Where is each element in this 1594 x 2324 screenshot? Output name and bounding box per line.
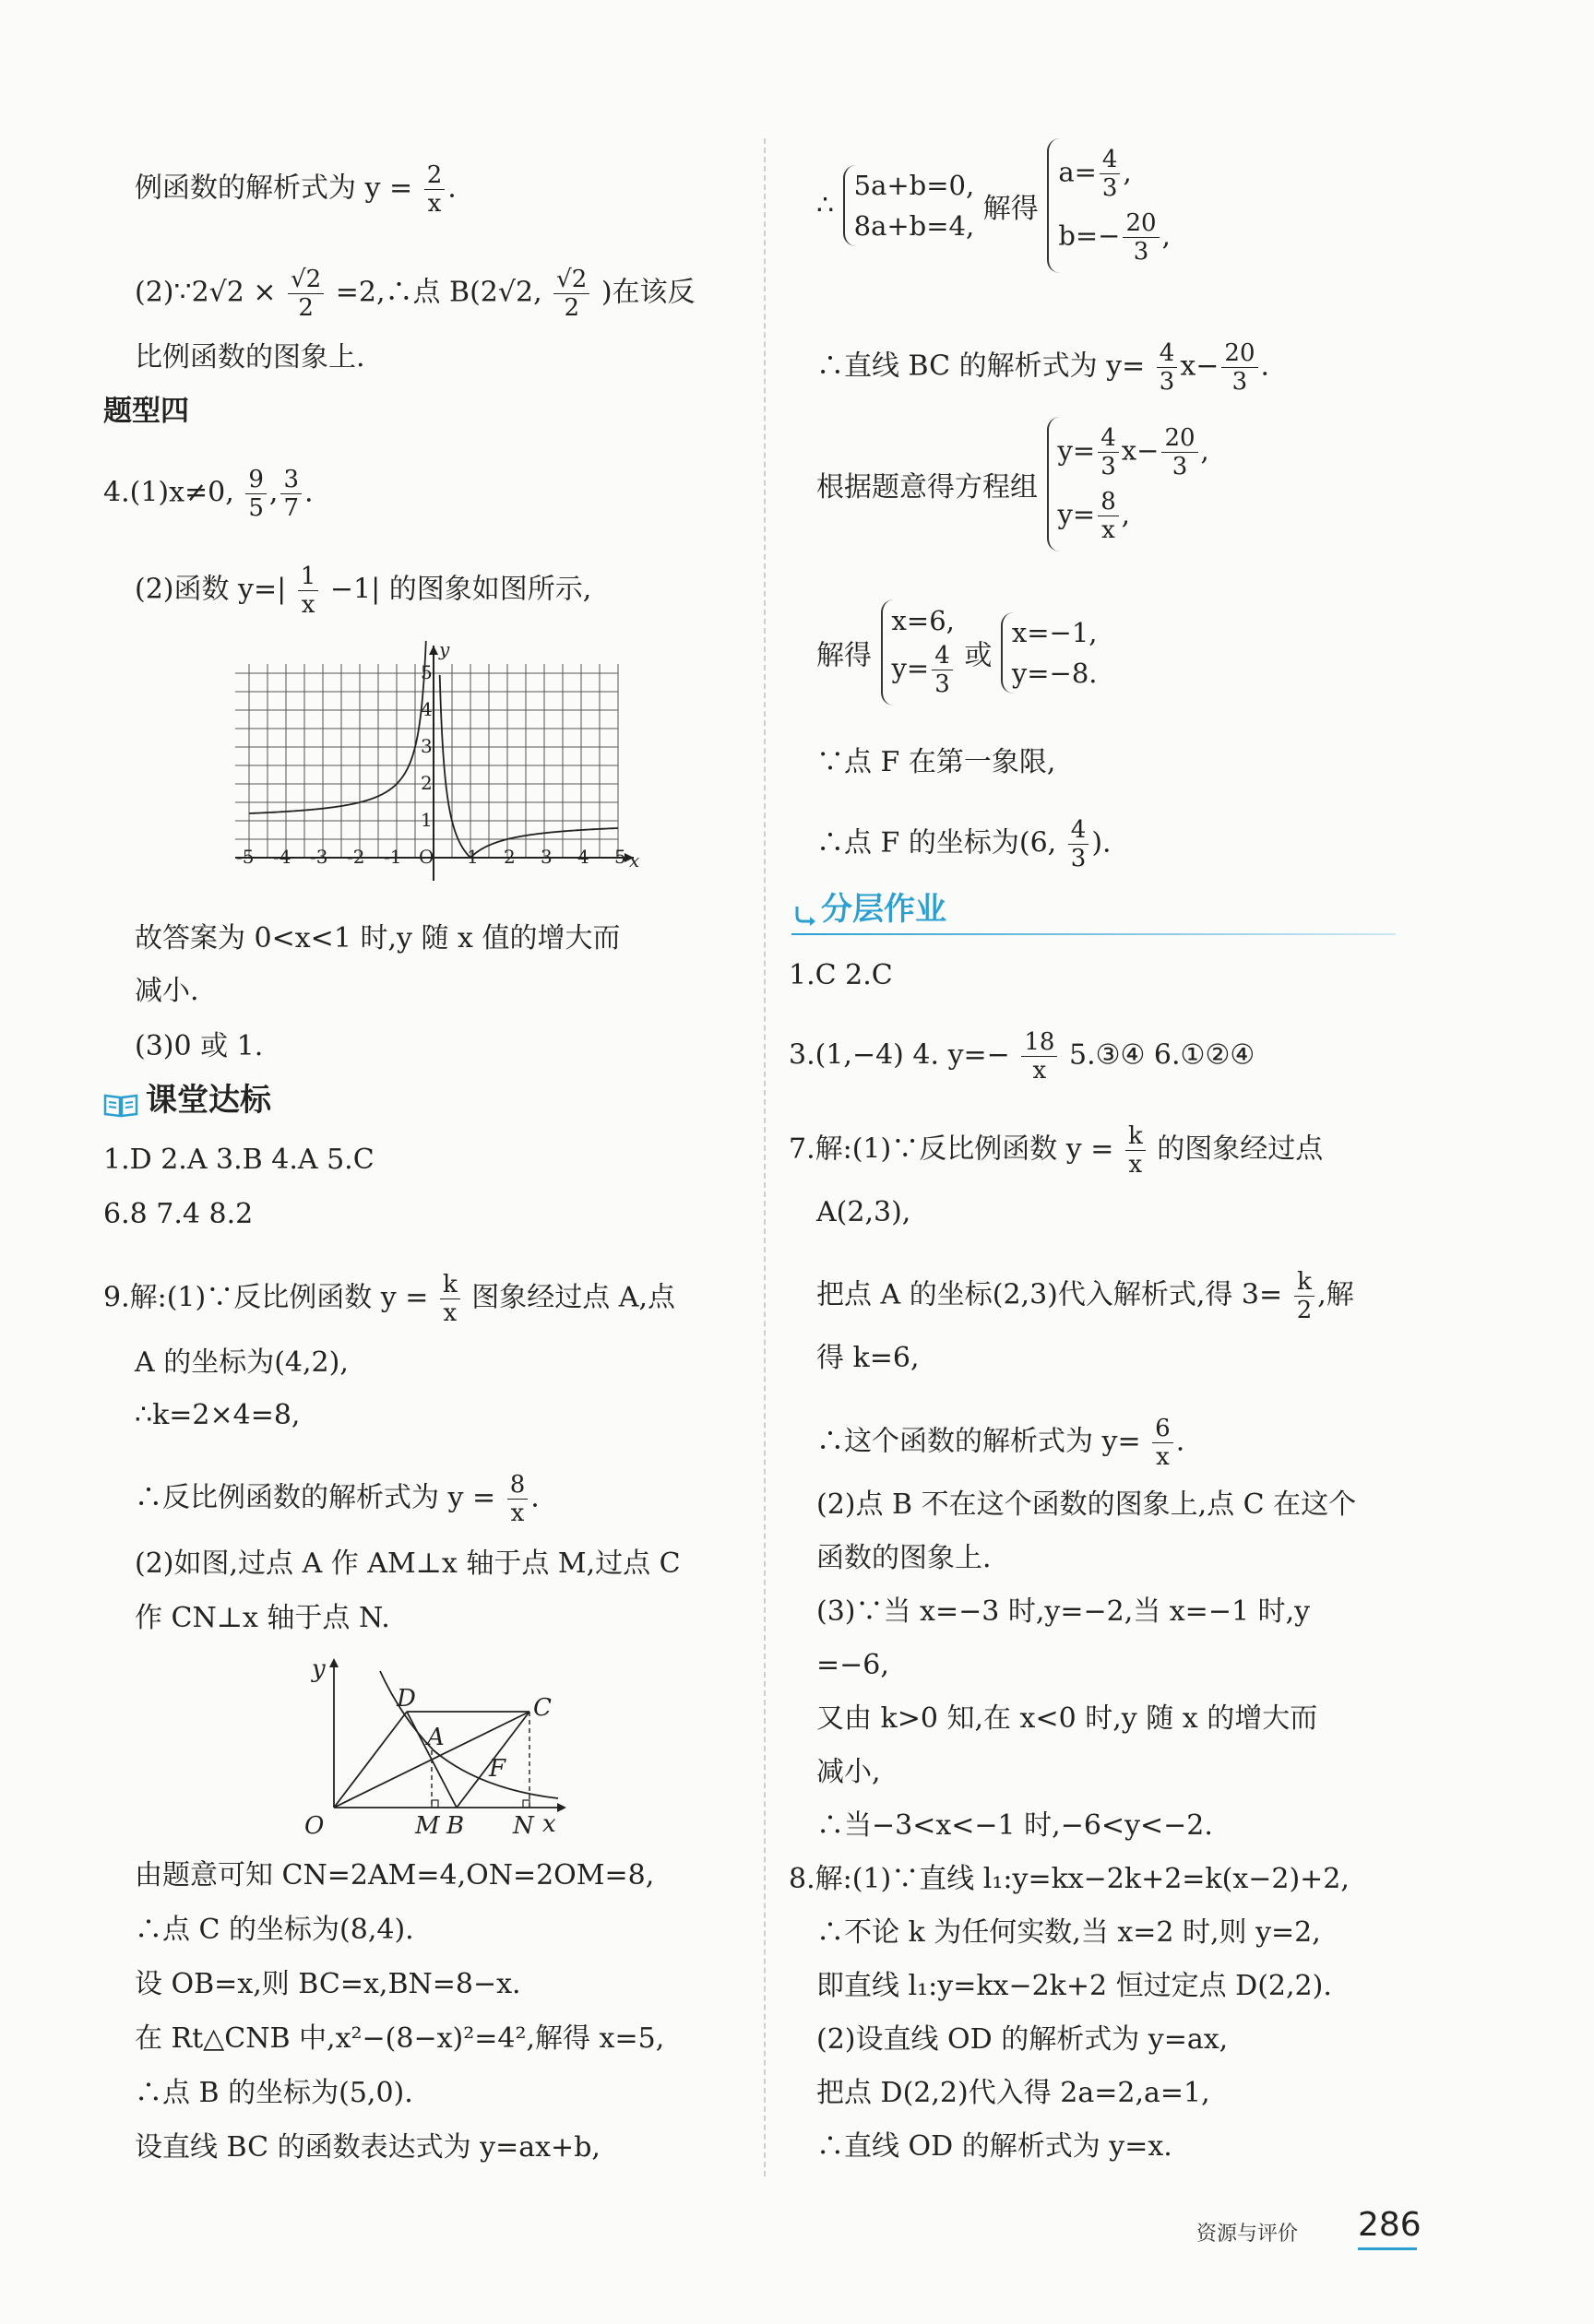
text-line bbox=[816, 1268, 1354, 1324]
fraction bbox=[1123, 209, 1159, 266]
fraction bbox=[1098, 424, 1119, 480]
numerator: 4 bbox=[932, 642, 953, 670]
text-line bbox=[789, 1122, 1323, 1179]
label-F: F bbox=[489, 1755, 506, 1783]
right-angle-M bbox=[432, 1800, 438, 1808]
x-tick-label: -2 bbox=[347, 846, 365, 868]
text-line bbox=[135, 266, 696, 322]
x-tick-label: 5 bbox=[614, 846, 626, 868]
text-line: 设 OB=x,则 BC=x,BN=8−x. bbox=[135, 1968, 521, 2000]
book-icon bbox=[103, 1089, 138, 1115]
fraction bbox=[1068, 816, 1089, 872]
fraction bbox=[507, 1471, 529, 1527]
text-line: ∴点 B 的坐标为(5,0). bbox=[135, 2077, 413, 2109]
denominator: x bbox=[510, 1500, 525, 1527]
numerator: 9 bbox=[245, 466, 267, 494]
x-tick-label: 1 bbox=[467, 846, 479, 868]
denominator: 3 bbox=[1101, 174, 1118, 202]
text: ,解 bbox=[1317, 1278, 1354, 1311]
text-line: ∴这个函数的解析式为 y= $\frac{6}{x}$ . bbox=[816, 1415, 1185, 1471]
numerator: 4 bbox=[1068, 816, 1089, 845]
section-title: 课堂达标 bbox=[146, 1082, 271, 1119]
fraction bbox=[1125, 1122, 1146, 1179]
answers-row: 6.8 7.4 8.2 bbox=[103, 1198, 254, 1230]
section-heading: 题型四 bbox=[103, 395, 189, 428]
page-number-underline bbox=[1358, 2247, 1417, 2250]
y-axis-label: y bbox=[439, 641, 450, 660]
text: =2,∴点 B(2√2, bbox=[335, 276, 542, 309]
x-tick-label: 2 bbox=[504, 846, 516, 868]
line-OD bbox=[334, 1712, 407, 1808]
text-line: ∴点 C 的坐标为(8,4). bbox=[135, 1914, 414, 1946]
text-line: 得 k=6, bbox=[816, 1342, 920, 1374]
label-y: y bbox=[312, 1655, 326, 1683]
section-heading-layer bbox=[791, 891, 946, 928]
text: (2)函数 y=| bbox=[135, 573, 287, 606]
denominator: x bbox=[1101, 516, 1115, 544]
answers-row bbox=[789, 1028, 1255, 1085]
answers-row: 1.D 2.A 3.B 4.A 5.C bbox=[103, 1144, 375, 1176]
numerator: √2 bbox=[288, 266, 324, 294]
numerator: k bbox=[440, 1271, 460, 1299]
label-M: M bbox=[415, 1812, 440, 1840]
text: 例函数的解析式为 y = bbox=[135, 172, 413, 205]
page-number: 286 bbox=[1358, 2206, 1422, 2244]
text-line: 4.(1)x≠0, $\frac{9}{5}$ , $\frac{3}{7}$ . bbox=[103, 466, 314, 522]
numerator: 1 bbox=[298, 563, 319, 591]
denominator: x bbox=[1156, 1443, 1170, 1471]
fraction bbox=[1221, 339, 1257, 396]
solution-brace bbox=[881, 599, 956, 706]
text: 把点 A 的坐标(2,3)代入解析式,得 3= bbox=[816, 1278, 1283, 1311]
text-line: 函数的图象上. bbox=[816, 1542, 992, 1574]
fraction bbox=[1021, 1028, 1057, 1085]
denominator: 2 bbox=[298, 294, 314, 322]
text: a= bbox=[1058, 156, 1097, 188]
equation-system-1 bbox=[816, 138, 1171, 273]
numerator: 8 bbox=[1098, 488, 1119, 516]
text-line: ∴不论 k 为任何实数,当 x=2 时,则 y=2, bbox=[816, 1916, 1321, 1949]
numerator: 20 bbox=[1123, 209, 1159, 238]
y-tick-label: 2 bbox=[421, 772, 433, 794]
fraction bbox=[1157, 339, 1178, 396]
text: 9.解:(1)∵反比例函数 y = bbox=[103, 1281, 429, 1314]
curve-right-branch bbox=[440, 675, 618, 858]
solution: x=−1, bbox=[1011, 616, 1098, 648]
solution-b: b=− $\frac{20}{3}$ , bbox=[1058, 209, 1171, 266]
x-arrow bbox=[557, 1803, 566, 1812]
numerator: 20 bbox=[1161, 424, 1197, 453]
fraction bbox=[424, 161, 446, 218]
numerator: 4 bbox=[1100, 146, 1121, 174]
fraction bbox=[1152, 1415, 1173, 1471]
text-line: ∴反比例函数的解析式为 y = $\frac{8}{x}$ . bbox=[135, 1471, 540, 1527]
text-line: ∴直线 OD 的解析式为 y=x. bbox=[816, 2130, 1172, 2163]
text: 或 bbox=[964, 639, 993, 672]
text: 图象经过点 A,点 bbox=[471, 1281, 675, 1314]
text-line: 比例函数的图象上. bbox=[135, 341, 365, 374]
fraction bbox=[288, 266, 324, 322]
fraction bbox=[298, 563, 319, 619]
text: ∴这个函数的解析式为 y= bbox=[816, 1425, 1141, 1458]
y-tick-label: 1 bbox=[421, 809, 433, 831]
text: ). bbox=[1091, 826, 1112, 860]
text-line: 在 Rt△CNB 中,x²−(8−x)²=4²,解得 x=5, bbox=[135, 2022, 665, 2055]
numerator: k bbox=[1294, 1268, 1315, 1297]
text-line: 设直线 BC 的函数表达式为 y=ax+b, bbox=[135, 2131, 601, 2164]
y-arrow bbox=[329, 1658, 339, 1667]
denominator: 5 bbox=[248, 494, 264, 522]
numerator: 20 bbox=[1221, 339, 1257, 368]
text: ∴直线 BC 的解析式为 y= bbox=[816, 350, 1146, 383]
y-tick-label: 3 bbox=[421, 735, 433, 757]
x-tick-label: 4 bbox=[577, 846, 589, 868]
denominator: 3 bbox=[1231, 368, 1248, 396]
system-brace bbox=[843, 165, 975, 246]
answers-row: 1.C 2.C bbox=[789, 959, 893, 991]
text: x− bbox=[1121, 434, 1160, 467]
y-axis-arrow bbox=[429, 646, 438, 655]
label-O: O bbox=[304, 1812, 325, 1840]
text: b=− bbox=[1058, 219, 1121, 252]
label-N: N bbox=[513, 1812, 534, 1840]
text: ∴反比例函数的解析式为 y = bbox=[135, 1481, 496, 1514]
fraction bbox=[1100, 146, 1121, 202]
fraction bbox=[1098, 488, 1119, 544]
equation: y= $\frac{4}{3}$ x− $\frac{20}{3}$ , bbox=[1057, 424, 1209, 480]
fraction bbox=[280, 466, 302, 522]
solution: x=6, bbox=[891, 605, 955, 636]
text: y= bbox=[891, 652, 930, 684]
numerator: k bbox=[1125, 1122, 1146, 1151]
denominator: 3 bbox=[1100, 453, 1116, 480]
text: 解得 bbox=[816, 639, 872, 672]
label-x: x bbox=[542, 1810, 556, 1838]
text-line: A(2,3), bbox=[816, 1196, 911, 1228]
numerator: √2 bbox=[553, 266, 589, 294]
label-A: A bbox=[427, 1724, 445, 1751]
text-line bbox=[135, 563, 591, 619]
denominator: 3 bbox=[1133, 238, 1149, 266]
system-brace bbox=[1047, 417, 1209, 551]
text: (2)∵2√2 × bbox=[135, 276, 277, 309]
text-line: 故答案为 0<x<1 时,y 随 x 值的增大而 bbox=[135, 922, 621, 954]
text-line: 减小. bbox=[135, 975, 199, 1007]
denominator: 3 bbox=[1070, 845, 1087, 872]
geometry-figure bbox=[295, 1651, 572, 1840]
denominator: 7 bbox=[283, 494, 299, 522]
text-line: ∴直线 BC 的解析式为 y= $\frac{4}{3}$ x− $\frac{20}{3}$ . bbox=[816, 339, 1270, 396]
function-graph bbox=[235, 641, 641, 890]
text: 的图象经过点 bbox=[1157, 1132, 1324, 1166]
numerator: 8 bbox=[507, 1471, 529, 1500]
section-heading-class bbox=[103, 1082, 271, 1119]
text-line: 由题意可知 CN=2AM=4,ON=2OM=8, bbox=[135, 1859, 655, 1891]
text: 4.(1)x≠0, bbox=[103, 476, 234, 509]
text-line: =−6, bbox=[816, 1649, 889, 1681]
text-line: A 的坐标为(4,2), bbox=[135, 1346, 349, 1379]
solution-brace bbox=[1047, 138, 1170, 273]
x-tick-label: -4 bbox=[273, 846, 291, 868]
text: 7.解:(1)∵反比例函数 y = bbox=[789, 1132, 1114, 1166]
curve-left-branch bbox=[249, 641, 426, 813]
section-underline bbox=[791, 933, 1396, 935]
text: x− bbox=[1180, 350, 1219, 383]
text: 5.③④ 6.①②④ bbox=[1068, 1038, 1255, 1072]
fraction bbox=[245, 466, 267, 522]
text: )在该反 bbox=[601, 276, 696, 309]
hook-icon bbox=[791, 898, 817, 924]
y-tick-label: 5 bbox=[421, 661, 433, 683]
text: 3.(1,−4) 4. y=− bbox=[789, 1038, 1010, 1072]
denominator: 3 bbox=[1172, 453, 1188, 480]
fraction bbox=[553, 266, 589, 322]
text: ∴点 F 的坐标为(6, bbox=[816, 826, 1057, 860]
solution: y=−8. bbox=[1011, 657, 1098, 689]
text-line: 又由 k>0 知,在 x<0 时,y 随 x 的增大而 bbox=[816, 1702, 1318, 1735]
text: 根据题意得方程组 bbox=[816, 471, 1038, 504]
denominator: 2 bbox=[1296, 1297, 1313, 1324]
solution-brace bbox=[1001, 612, 1098, 694]
y-tick-label: 4 bbox=[421, 698, 433, 720]
denominator: 3 bbox=[1159, 368, 1175, 396]
x-tick-label: -1 bbox=[384, 846, 402, 868]
text-line: ∴k=2×4=8, bbox=[135, 1399, 301, 1431]
denominator: x bbox=[443, 1299, 458, 1327]
label-C: C bbox=[533, 1694, 552, 1722]
axes bbox=[235, 646, 634, 881]
fraction bbox=[1161, 424, 1197, 480]
numerator: 4 bbox=[1157, 339, 1178, 368]
text-line: 8.解:(1)∵直线 l₁:y=kx−2k+2=k(x−2)+2, bbox=[789, 1863, 1350, 1895]
denominator: 3 bbox=[934, 670, 950, 698]
denominator: x bbox=[427, 190, 442, 218]
text-line: 作 CN⊥x 轴于点 N. bbox=[135, 1602, 390, 1634]
numerator: 3 bbox=[280, 466, 302, 494]
text-line: (3)∵当 x=−3 时,y=−2,当 x=−1 时,y bbox=[816, 1595, 1311, 1628]
numerator: 2 bbox=[424, 161, 446, 190]
text: y= bbox=[1057, 498, 1096, 530]
text-line: (2)设直线 OD 的解析式为 y=ax, bbox=[816, 2023, 1229, 2056]
denominator: x bbox=[1032, 1057, 1047, 1085]
solution-system bbox=[816, 599, 1098, 706]
numerator: 4 bbox=[1098, 424, 1119, 453]
text: y= bbox=[1057, 434, 1096, 467]
text-line bbox=[816, 816, 1112, 872]
denominator: x bbox=[1128, 1151, 1143, 1179]
x-tick-label: O bbox=[419, 846, 434, 868]
fraction bbox=[440, 1271, 460, 1327]
fraction bbox=[1294, 1268, 1315, 1324]
equation-system-2 bbox=[816, 417, 1209, 551]
equation: y= $\frac{8}{x}$ , bbox=[1057, 488, 1130, 544]
denominator: x bbox=[301, 591, 315, 619]
x-tick-label: -5 bbox=[236, 846, 255, 868]
solution-a: a= $\frac{4}{3}$ , bbox=[1058, 146, 1132, 202]
text-line: ∴当−3<x<−1 时,−6<y<−2. bbox=[816, 1809, 1213, 1842]
section-title: 分层作业 bbox=[821, 891, 946, 928]
right-angle-N bbox=[523, 1800, 529, 1808]
fraction bbox=[932, 642, 953, 698]
text-line: ∵点 F 在第一象限, bbox=[816, 746, 1056, 778]
text-line: 把点 D(2,2)代入得 2a=2,a=1, bbox=[816, 2077, 1210, 2109]
numerator: 18 bbox=[1021, 1028, 1057, 1057]
equation: 8a+b=4, bbox=[853, 210, 975, 242]
text-line: (3)0 或 1. bbox=[135, 1030, 264, 1062]
denominator: 2 bbox=[564, 294, 579, 322]
label-D: D bbox=[397, 1685, 416, 1713]
text-line: (2)如图,过点 A 作 AM⊥x 轴于点 M,过点 C bbox=[135, 1547, 681, 1580]
label-B: B bbox=[446, 1812, 465, 1840]
text: ∴ bbox=[816, 189, 835, 222]
numerator: 6 bbox=[1152, 1415, 1173, 1443]
text-line: 即直线 l₁:y=kx−2k+2 恒过定点 D(2,2). bbox=[816, 1970, 1332, 2002]
text-line: 例函数的解析式为 y = $\frac{2}{x}$ . bbox=[135, 161, 457, 218]
solution bbox=[892, 642, 956, 698]
x-tick-label: -3 bbox=[310, 846, 328, 868]
footer-note: 资源与评价 bbox=[1196, 2223, 1299, 2246]
text-line bbox=[103, 1271, 675, 1327]
text: −1| 的图象如图所示, bbox=[329, 573, 592, 606]
text-line: (2)点 B 不在这个函数的图象上,点 C 在这个 bbox=[816, 1488, 1357, 1521]
column-divider bbox=[764, 138, 766, 2176]
x-axis-label: x bbox=[629, 849, 640, 872]
equation: 5a+b=0, bbox=[853, 170, 975, 201]
text-line: 减小, bbox=[816, 1756, 881, 1788]
text: 解得 bbox=[982, 193, 1039, 225]
x-tick-label: 3 bbox=[541, 846, 553, 868]
